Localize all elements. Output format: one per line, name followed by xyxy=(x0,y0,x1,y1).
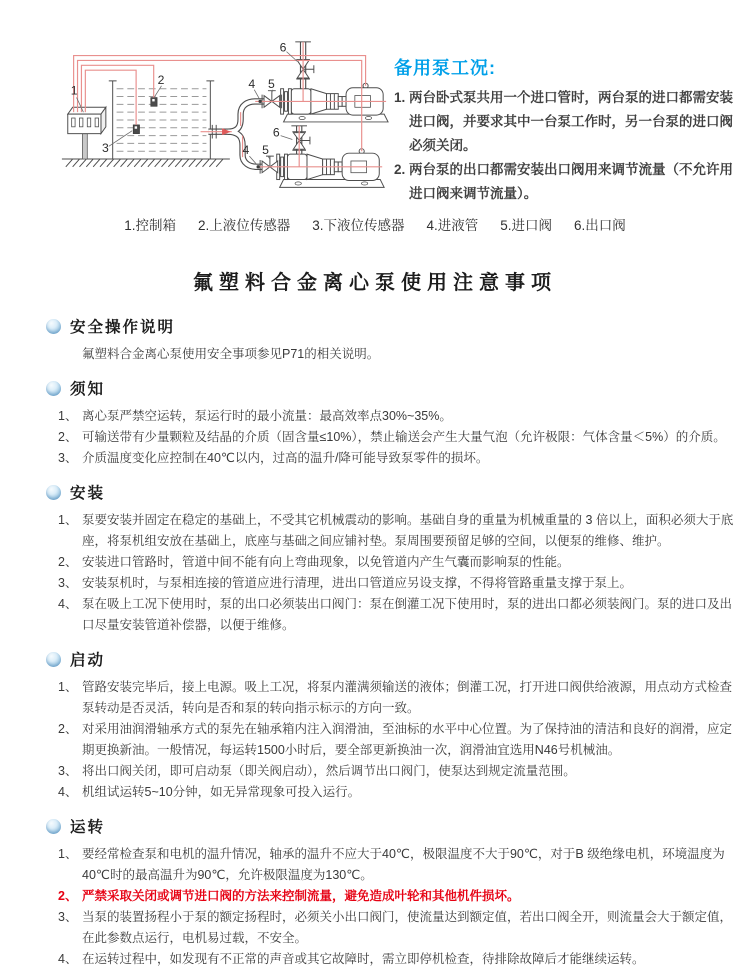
item-text: 安装进口管路时，管道中间不能有向上弯曲现象，以免管道内产生气囊而影响泵的性能。 xyxy=(82,555,570,569)
section-notice xyxy=(46,376,738,469)
diagram-label-4-upper: 4 xyxy=(248,76,256,91)
bullet-sphere-icon xyxy=(46,819,61,834)
sections xyxy=(0,299,750,970)
backup-pump-notes-title: 备用泵工况: xyxy=(394,58,496,78)
upper-level-sensor xyxy=(151,98,157,107)
section-header xyxy=(46,480,738,504)
list-item xyxy=(58,573,738,594)
list-item xyxy=(58,719,738,761)
diagram-label-1: 1 xyxy=(70,83,78,98)
bullet-sphere-icon xyxy=(46,381,61,396)
section-installation xyxy=(46,480,738,636)
inlet-pipe-dot-upper xyxy=(258,100,261,103)
list-item xyxy=(58,448,738,469)
list-item-warning xyxy=(58,886,738,907)
item-number: 3、 xyxy=(58,451,78,465)
bullet-sphere-icon xyxy=(46,319,61,334)
list-item xyxy=(58,761,738,782)
item-text: 将出口阀关闭，即可启动泵（即关阀启动），然后调节出口阀门，使泵达到规定流量范围。 xyxy=(82,764,576,778)
item-text: 介质温度变化应控制在40℃以内，过高的温升/降可能导致泵零件的损坏。 xyxy=(82,451,489,465)
diagram-svg xyxy=(58,36,390,198)
note-text: 两台泵的出口都需安装出口阀用来调节流量（不允许用进口阀来调节流量）。 xyxy=(409,162,733,201)
item-text: 离心泵严禁空运转，泵运行时的最小流量：最高效率点30%~35%。 xyxy=(82,409,452,423)
diagram-label-6-upper: 6 xyxy=(279,40,287,55)
list-item xyxy=(58,677,738,719)
bullet-sphere-icon xyxy=(46,485,61,500)
upper-inlet-valve xyxy=(262,91,282,109)
list-item xyxy=(58,594,738,636)
note-number: 2. xyxy=(394,162,406,177)
item-number xyxy=(58,344,82,365)
section-operation xyxy=(46,814,738,970)
liquid-tank xyxy=(109,81,214,159)
item-text: 泵要安装并固定在稳定的基础上，不受其它机械震动的影响。基础自身的重量为机械重量的 3 倍以上，面积必须大于底座，将泵机组安放在基础上，底座与基础之间应铺衬垫。泵周围要预留足够的空间，以便泵的维修、维护。 xyxy=(82,513,734,548)
caption-part: 4.进液管 xyxy=(426,218,479,233)
pump-installation-diagram xyxy=(58,36,390,206)
item-number: 2、 xyxy=(58,889,78,903)
section-title: 须知 xyxy=(70,381,106,398)
diagram-caption xyxy=(0,214,750,234)
list-item xyxy=(58,427,738,448)
page-title: 氟塑料合金离心泵使用注意事项 xyxy=(193,272,557,294)
note-number: 1. xyxy=(394,90,406,105)
caption-part: 1.控制箱 xyxy=(124,218,176,233)
caption-part: 5.进口阀 xyxy=(500,218,553,233)
item-text-warning: 严禁采取关闭或调节进口阀的方法来控制流量，避免造成叶轮和其他机件损坏。 xyxy=(82,889,520,903)
item-number: 4、 xyxy=(58,597,78,611)
item-number: 1、 xyxy=(58,513,78,527)
item-number: 1、 xyxy=(58,847,78,861)
list-item xyxy=(58,510,738,552)
item-text: 在运转过程中，如发现有不正常的声音或其它故障时，需立即停机检查，待排除故障后才能继续运转。 xyxy=(82,952,645,966)
caption-part: 2.上液位传感器 xyxy=(197,218,291,233)
item-text: 可输送带有少量颗粒及结晶的介质（固含量≤10%），禁止输送会产生大量气泡（允许极限：气体含量＜5%）的介质。 xyxy=(82,430,726,444)
item-text: 当泵的装置扬程小于泵的额定扬程时，必须关小出口阀门，使流量达到额定值，若出口阀全开，则流量会大于额定值，在此参数点运行，电机易过载，不安全。 xyxy=(82,910,733,945)
bullet-sphere-icon xyxy=(46,652,61,667)
diagram-label-4-lower: 4 xyxy=(242,143,250,158)
item-text: 对采用油润滑轴承方式的泵先在轴承箱内注入润滑油，至油标的水平中心位置。为了保持油的清洁和良好的润滑，应定期更换新油。一般情况，每运转1500小时后，要全部更新换油一次，润滑油宜选用N46号机械油。 xyxy=(82,722,733,757)
item-text: 机组试运转5~10分钟，如无异常现象可投入运行。 xyxy=(82,785,361,799)
lower-pump-unit xyxy=(277,149,384,188)
ground-hatch xyxy=(62,159,230,167)
note-item xyxy=(394,158,742,206)
item-text: 泵在吸上工况下使用时，泵的出口必须装出口阀门：泵在倒灌工况下使用时，泵的进出口都必须装阀门。泵的进口及出口尽量安装管道补偿器，以便于维修。 xyxy=(82,597,733,632)
item-number: 3、 xyxy=(58,910,78,924)
lower-level-sensor xyxy=(133,125,139,134)
item-text: 安装泵机时，与泵相连接的管道应进行清理，进出口管道应另设支撑，不得将管路重量支撑于泵上。 xyxy=(82,576,633,590)
section-title: 安全操作说明 xyxy=(70,319,176,336)
section-title: 安装 xyxy=(70,485,106,502)
top-row xyxy=(0,0,750,206)
section-startup xyxy=(46,647,738,803)
section-header xyxy=(46,647,738,671)
item-number: 4、 xyxy=(58,785,78,799)
note-item xyxy=(394,86,742,158)
item-text: 要经常检查泵和电机的温升情况，轴承的温升不应大于40℃，极限温度不大于90℃，对于B 级绝缘电机，环境温度为40℃时的最高温升为90℃，允许极限温度为130℃。 xyxy=(82,847,725,882)
item-number: 1、 xyxy=(58,680,78,694)
list-item xyxy=(58,344,738,365)
list-item xyxy=(58,406,738,427)
section-title: 启动 xyxy=(70,652,106,669)
section-header xyxy=(46,814,738,838)
list-item xyxy=(58,949,738,970)
item-number: 2、 xyxy=(58,722,78,736)
caption-part: 3.下液位传感器 xyxy=(312,218,405,233)
note-text: 两台卧式泵共用一个进口管时，两台泵的进口都需安装进口阀，并要求其中一台泵工作时，另一台泵的进口阀必须关闭。 xyxy=(409,90,733,153)
list-item xyxy=(58,907,738,949)
item-number: 3、 xyxy=(58,576,78,590)
item-number: 2、 xyxy=(58,430,78,444)
list-item xyxy=(58,552,738,573)
backup-pump-notes xyxy=(394,36,742,206)
item-text: 管路安装完毕后，接上电源。吸上工况，将泵内灌满须输送的液体；倒灌工况，打开进口阀供给液源，用点动方式检查泵转动是否灵活，转向是否和泵的转向指示标示的方向一致。 xyxy=(82,680,733,715)
section-header xyxy=(46,314,738,338)
diagram-label-5-upper: 5 xyxy=(267,76,275,91)
list-item xyxy=(58,844,738,886)
section-title: 运转 xyxy=(70,819,106,836)
item-number: 4、 xyxy=(58,952,78,966)
item-number: 1、 xyxy=(58,409,78,423)
section-header xyxy=(46,376,738,400)
diagram-label-2: 2 xyxy=(157,72,165,87)
list-item xyxy=(58,782,738,803)
item-number: 2、 xyxy=(58,555,78,569)
diagram-label-5-lower: 5 xyxy=(262,143,269,158)
item-number: 3、 xyxy=(58,764,78,778)
diagram-label-3: 3 xyxy=(101,141,109,156)
control-box xyxy=(68,107,106,159)
caption-part: 6.出口阀 xyxy=(574,218,626,233)
diagram-label-6-lower: 6 xyxy=(272,125,280,140)
section-safety-instructions xyxy=(46,314,738,365)
item-text: 氟塑料合金离心泵使用安全事项参见P71的相关说明。 xyxy=(82,347,380,361)
inlet-pipe-dot-lower xyxy=(257,165,260,168)
upper-pump-unit xyxy=(281,83,388,122)
